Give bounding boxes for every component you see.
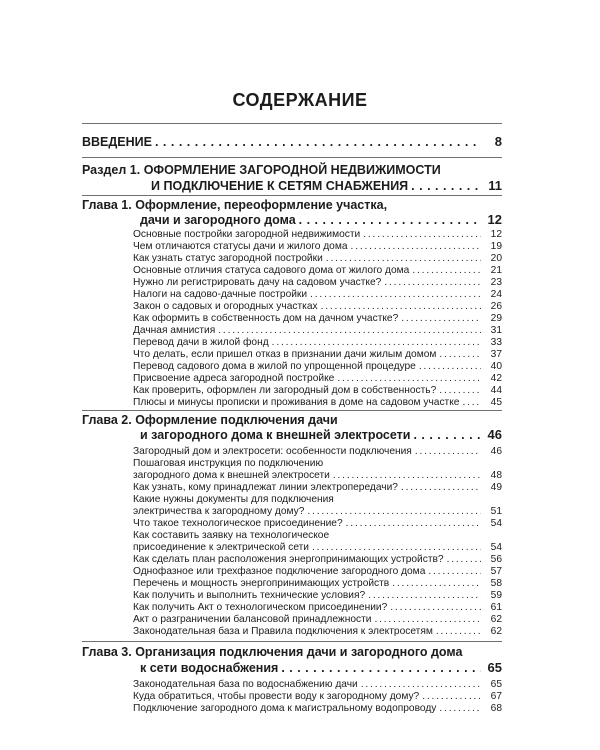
toc-chapter-1-title[interactable]: Глава 1. Оформление, переоформление участка,: [82, 198, 388, 212]
toc-item[interactable]: Чем отличаются статусы дачи и жилого дома . . . 19: [133, 241, 502, 252]
toc-item[interactable]: Однофазное или трехфазное подключение загородного дома . . . 57: [133, 566, 502, 577]
toc-section-1-title[interactable]: Раздел 1. ОФОРМЛЕНИЕ ЗАГОРОДНОЙ НЕДВИЖИМОСТИ: [82, 163, 441, 177]
dot-leader: [281, 661, 481, 675]
toc-item[interactable]: Дачная амнистия . . . 31: [133, 325, 502, 336]
toc-chapter-2-subtitle: и загородного дома к внешней электросети: [140, 428, 411, 442]
toc-item[interactable]: присоединение к электрической сети . . . 54: [133, 542, 502, 553]
toc-chapter-3-subtitle: к сети водоснабжения: [140, 661, 279, 675]
divider: [82, 641, 502, 642]
toc-item[interactable]: загородного дома к внешней электросети . . . 48: [133, 470, 502, 481]
toc-chapter-2[interactable]: [140, 427, 502, 442]
toc-item[interactable]: Что делать, если пришел отказ в признании дачи жилым домом . . . 37: [133, 349, 502, 360]
dot-leader: [411, 179, 481, 193]
toc-chapter-2-title[interactable]: Глава 2. Оформление подключения дачи: [82, 413, 338, 427]
toc-section-1[interactable]: [151, 178, 502, 193]
toc-item[interactable]: Как проверить, оформлен ли загородный дом в собственность? . . . 44: [133, 385, 502, 396]
toc-item[interactable]: Как оформить в собственность дом на дачном участке? . . . 29: [133, 313, 502, 324]
toc-item[interactable]: Перевод садового дома в жилой по упрощенной процедуре . . . 40: [133, 361, 502, 372]
toc-intro-label: ВВЕДЕНИЕ: [82, 135, 152, 149]
toc-item[interactable]: Плюсы и минусы прописки и проживания в доме на садовом участке . . . 45: [133, 397, 502, 408]
toc-chapter-3[interactable]: [140, 660, 502, 675]
toc-item[interactable]: электричества к загородному дому? . . . 51: [133, 506, 502, 517]
divider: [82, 410, 502, 411]
toc-item[interactable]: Законодательная база и Правила подключения к электросетям . . . 62: [133, 626, 502, 637]
toc-item[interactable]: Как сделать план расположения энергопринимающих устройств? . . . 56: [133, 554, 502, 565]
toc-section-1-page: 11: [488, 178, 502, 193]
toc-chapter-1-subtitle: дачи и загородного дома: [140, 213, 296, 227]
toc-item[interactable]: Законодательная база по водоснабжению дачи . . . 65: [133, 679, 502, 690]
toc-chapter-1[interactable]: [140, 212, 502, 227]
divider: [82, 157, 502, 158]
dot-leader: [413, 428, 481, 442]
toc-item[interactable]: Как получить Акт о технологическом присоединении? . . . 61: [133, 602, 502, 613]
toc-section-1-subtitle: И ПОДКЛЮЧЕНИЕ К СЕТЯМ СНАБЖЕНИЯ: [151, 179, 409, 193]
divider: [82, 195, 502, 196]
toc-item-line[interactable]: Пошаговая инструкция по подключению: [133, 458, 324, 469]
divider: [82, 123, 502, 124]
page-title: СОДЕРЖАНИЕ: [232, 90, 368, 110]
toc-intro[interactable]: [82, 134, 502, 149]
toc-item[interactable]: Подключение загородного дома к магистральному водопроводу . . . 68: [133, 703, 502, 714]
toc-item[interactable]: Закон о садовых и огородных участках . . . 26: [133, 301, 502, 312]
toc-chapter-2-page: 46: [487, 427, 502, 442]
toc-item[interactable]: Что такое технологическое присоединение? . . . 54: [133, 518, 502, 529]
toc-chapter-3-page: 65: [487, 660, 502, 675]
toc-item-line[interactable]: Как составить заявку на технологическое: [133, 530, 330, 541]
toc-chapter-3-title[interactable]: Глава 3. Организация подключения дачи и загородного дома: [82, 645, 463, 659]
toc-intro-page: 8: [494, 134, 502, 149]
toc-item[interactable]: Перевод дачи в жилой фонд . . . 33: [133, 337, 502, 348]
toc-item[interactable]: Основные отличия статуса садового дома от жилого дома . . . 21: [133, 265, 502, 276]
dot-leader: [155, 135, 481, 149]
toc-item[interactable]: Акт о разграничении балансовой принадлежности . . . 62: [133, 614, 502, 625]
toc-item-line[interactable]: Какие нужны документы для подключения: [133, 494, 334, 505]
toc-chapter-1-page: 12: [487, 212, 502, 227]
toc-item[interactable]: Нужно ли регистрировать дачу на садовом участке? . . . 23: [133, 277, 502, 288]
toc-item[interactable]: Перечень и мощность энергопринимающих устройств . . . 58: [133, 578, 502, 589]
toc-item[interactable]: Основные постройки загородной недвижимости . . . 12: [133, 229, 502, 240]
toc-item[interactable]: Как узнать статус загородной постройки . . . 20: [133, 253, 502, 264]
toc-item[interactable]: Загородный дом и электросети: особенности подключения . . . 46: [133, 446, 502, 457]
toc-item[interactable]: Налоги на садово-дачные постройки . . . 24: [133, 289, 502, 300]
toc-item[interactable]: Как узнать, кому принадлежат линии электропередачи? . . . 49: [133, 482, 502, 493]
toc-item[interactable]: Как получить и выполнить технические условия? . . . 59: [133, 590, 502, 601]
toc-item[interactable]: Куда обратиться, чтобы провести воду к загородному дому? . . . 67: [133, 691, 502, 702]
toc-item[interactable]: Присвоение адреса загородной постройке . . . 42: [133, 373, 502, 384]
dot-leader: [299, 213, 481, 227]
